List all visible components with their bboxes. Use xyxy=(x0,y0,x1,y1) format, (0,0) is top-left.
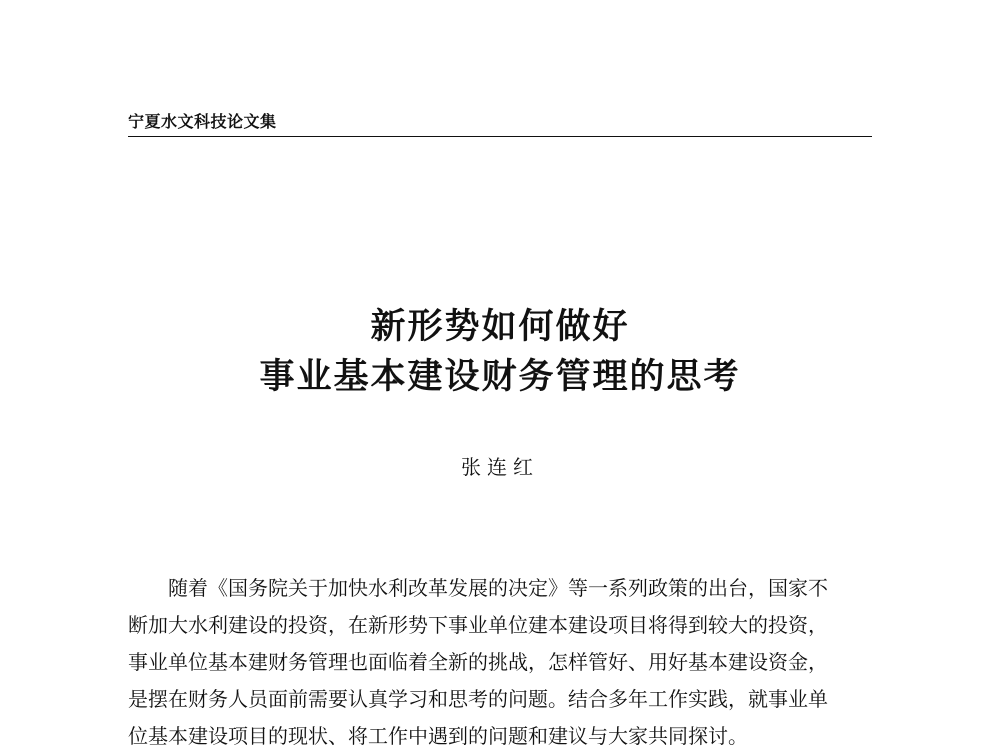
body-line-4: 是摆在财务人员面前需要认真学习和思考的问题。结合多年工作实践，就事业单 xyxy=(128,687,828,711)
body-line-5: 位基本建设项目的现状、将工作中遇到的问题和建议与大家共同探讨。 xyxy=(128,724,748,748)
title-line-1: 新形势如何做好 xyxy=(370,306,630,347)
running-header: 宁夏水文科技论文集 xyxy=(128,112,277,131)
body-line-1: 随着《国务院关于加快水利改革发展的决定》等一系列政策的出台，国家不 xyxy=(168,576,828,600)
body-line-2: 断加大水利建设的投资，在新形势下事业单位建本建设项目将得到较大的投资， xyxy=(128,613,828,637)
title-line-2: 事业基本建设财务管理的思考 xyxy=(259,356,741,397)
article-title xyxy=(128,302,872,402)
author-name: 张连红 xyxy=(461,455,539,479)
body-paragraph xyxy=(128,570,872,755)
body-line-3: 事业单位基本建财务管理也面临着全新的挑战，怎样管好、用好基本建设资金， xyxy=(128,650,828,674)
header-rule xyxy=(128,136,872,137)
